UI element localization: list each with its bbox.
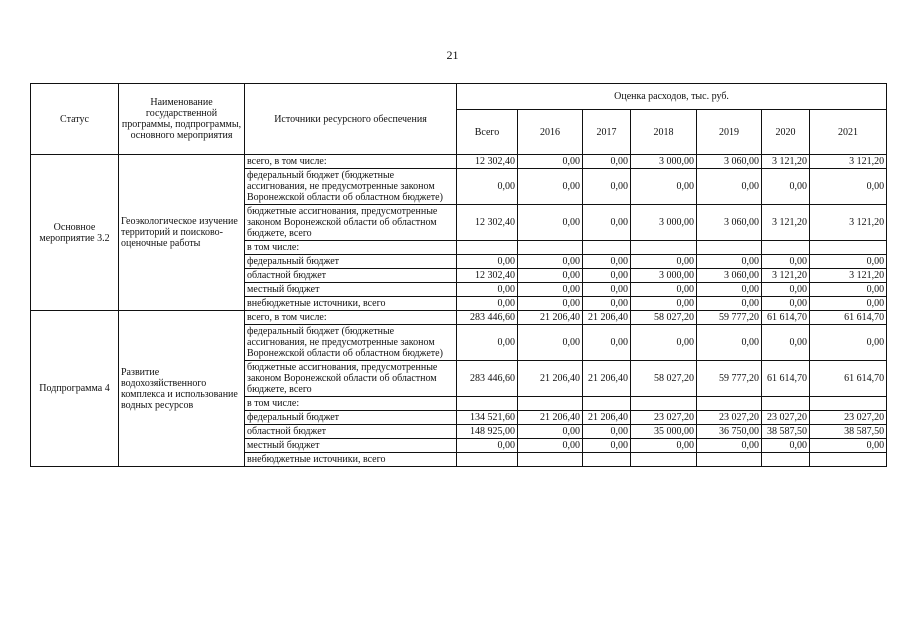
value-cell: 0,00	[583, 325, 631, 361]
value-cell: 21 206,40	[518, 311, 583, 325]
value-cell: 23 027,20	[810, 411, 887, 425]
value-cell: 3 121,20	[810, 205, 887, 241]
value-cell: 3 060,00	[697, 269, 762, 283]
group-name: Геоэкологическое изучение территорий и поисково-оценочные работы	[119, 155, 245, 311]
value-cell: 283 446,60	[457, 361, 518, 397]
source-cell: федеральный бюджет (бюджетные ассигнования, не предусмотренные законом Воронежской области об областном бюджете)	[245, 169, 457, 205]
value-cell: 21 206,40	[583, 311, 631, 325]
value-cell	[810, 241, 887, 255]
value-cell: 0,00	[583, 425, 631, 439]
value-cell: 0,00	[583, 269, 631, 283]
table-row	[31, 311, 887, 325]
value-cell	[762, 241, 810, 255]
value-cell: 61 614,70	[810, 361, 887, 397]
source-cell: бюджетные ассигнования, предусмотренные законом Воронежской области об областном бюджете, всего	[245, 361, 457, 397]
value-cell	[583, 453, 631, 467]
value-cell: 0,00	[457, 255, 518, 269]
value-cell: 0,00	[583, 255, 631, 269]
value-cell	[762, 453, 810, 467]
value-cell: 23 027,20	[631, 411, 697, 425]
value-cell: 21 206,40	[583, 411, 631, 425]
value-cell: 0,00	[583, 439, 631, 453]
source-cell: областной бюджет	[245, 425, 457, 439]
col-header-2019: 2019	[697, 110, 762, 155]
value-cell: 0,00	[518, 325, 583, 361]
source-cell: в том числе:	[245, 241, 457, 255]
value-cell: 21 206,40	[583, 361, 631, 397]
value-cell: 61 614,70	[810, 311, 887, 325]
value-cell: 0,00	[697, 297, 762, 311]
value-cell: 0,00	[518, 439, 583, 453]
value-cell: 38 587,50	[762, 425, 810, 439]
value-cell	[518, 397, 583, 411]
value-cell: 61 614,70	[762, 361, 810, 397]
value-cell	[583, 397, 631, 411]
page-number: 21	[446, 48, 459, 62]
value-cell: 0,00	[762, 169, 810, 205]
value-cell: 0,00	[518, 269, 583, 283]
value-cell: 0,00	[762, 255, 810, 269]
value-cell	[697, 241, 762, 255]
source-cell: внебюджетные источники, всего	[245, 297, 457, 311]
value-cell: 283 446,60	[457, 311, 518, 325]
value-cell: 3 121,20	[810, 269, 887, 283]
value-cell: 59 777,20	[697, 361, 762, 397]
source-cell: областной бюджет	[245, 269, 457, 283]
value-cell: 0,00	[518, 425, 583, 439]
group-name: Развитие водохозяйственного комплекса и использование водных ресурсов	[119, 311, 245, 467]
source-cell: федеральный бюджет	[245, 255, 457, 269]
col-header-2017: 2017	[583, 110, 631, 155]
value-cell: 23 027,20	[697, 411, 762, 425]
status-header: Статус	[31, 84, 119, 155]
value-cell: 0,00	[762, 325, 810, 361]
value-cell: 0,00	[457, 283, 518, 297]
value-cell: 0,00	[457, 297, 518, 311]
value-cell: 0,00	[583, 297, 631, 311]
value-cell: 0,00	[631, 297, 697, 311]
value-cell: 58 027,20	[631, 311, 697, 325]
value-cell: 0,00	[583, 169, 631, 205]
group-status: Подпрограмма 4	[31, 311, 119, 467]
value-cell	[810, 453, 887, 467]
source-cell: всего, в том числе:	[245, 155, 457, 169]
value-cell: 0,00	[810, 325, 887, 361]
value-cell: 148 925,00	[457, 425, 518, 439]
value-cell: 0,00	[810, 255, 887, 269]
source-cell: федеральный бюджет	[245, 411, 457, 425]
value-cell: 23 027,20	[762, 411, 810, 425]
value-cell	[518, 453, 583, 467]
value-cell: 0,00	[697, 169, 762, 205]
value-cell: 0,00	[631, 439, 697, 453]
value-cell	[810, 397, 887, 411]
value-cell: 3 121,20	[762, 205, 810, 241]
source-cell: внебюджетные источники, всего	[245, 453, 457, 467]
value-cell	[518, 241, 583, 255]
value-cell: 36 750,00	[697, 425, 762, 439]
value-cell	[697, 453, 762, 467]
col-header-2020: 2020	[762, 110, 810, 155]
value-cell: 3 000,00	[631, 269, 697, 283]
value-cell: 0,00	[631, 325, 697, 361]
value-cell: 3 121,20	[762, 155, 810, 169]
value-cell	[457, 397, 518, 411]
sources-header: Источники ресурсного обеспечения	[245, 84, 457, 155]
value-cell: 21 206,40	[518, 411, 583, 425]
value-cell: 0,00	[631, 255, 697, 269]
value-cell: 134 521,60	[457, 411, 518, 425]
value-cell: 3 121,20	[810, 155, 887, 169]
source-cell: местный бюджет	[245, 283, 457, 297]
value-cell	[631, 397, 697, 411]
group-status: Основное мероприятие 3.2	[31, 155, 119, 311]
table-row	[31, 155, 887, 169]
value-cell: 3 060,00	[697, 155, 762, 169]
value-cell: 0,00	[697, 325, 762, 361]
source-cell: всего, в том числе:	[245, 311, 457, 325]
value-cell: 0,00	[762, 283, 810, 297]
value-cell: 0,00	[810, 169, 887, 205]
value-cell: 3 060,00	[697, 205, 762, 241]
value-cell: 0,00	[583, 205, 631, 241]
value-cell: 0,00	[518, 255, 583, 269]
value-cell: 0,00	[518, 155, 583, 169]
value-cell: 0,00	[697, 255, 762, 269]
value-cell: 12 302,40	[457, 269, 518, 283]
value-cell: 0,00	[810, 283, 887, 297]
value-cell: 58 027,20	[631, 361, 697, 397]
value-cell: 3 000,00	[631, 205, 697, 241]
value-cell	[583, 241, 631, 255]
value-cell: 21 206,40	[518, 361, 583, 397]
estimate-header: Оценка расходов, тыс. руб.	[457, 84, 887, 110]
source-cell: федеральный бюджет (бюджетные ассигнования, не предусмотренные законом Воронежской области об областном бюджете)	[245, 325, 457, 361]
value-cell: 38 587,50	[810, 425, 887, 439]
value-cell: 0,00	[583, 283, 631, 297]
value-cell: 0,00	[697, 283, 762, 297]
source-cell: в том числе:	[245, 397, 457, 411]
value-cell: 0,00	[583, 155, 631, 169]
value-cell: 0,00	[810, 439, 887, 453]
value-cell	[631, 241, 697, 255]
source-cell: местный бюджет	[245, 439, 457, 453]
value-cell: 59 777,20	[697, 311, 762, 325]
value-cell: 0,00	[762, 439, 810, 453]
name-header: Наименование государственной программы, подпрограммы, основного мероприятия	[119, 84, 245, 155]
value-cell: 12 302,40	[457, 155, 518, 169]
value-cell	[631, 453, 697, 467]
value-cell: 0,00	[697, 439, 762, 453]
value-cell: 35 000,00	[631, 425, 697, 439]
value-cell: 12 302,40	[457, 205, 518, 241]
value-cell: 0,00	[762, 297, 810, 311]
value-cell: 0,00	[631, 283, 697, 297]
value-cell: 0,00	[518, 297, 583, 311]
value-cell: 0,00	[631, 169, 697, 205]
value-cell: 3 000,00	[631, 155, 697, 169]
budget-table	[30, 83, 887, 467]
value-cell	[457, 241, 518, 255]
value-cell: 3 121,20	[762, 269, 810, 283]
value-cell: 0,00	[810, 297, 887, 311]
col-header-2021: 2021	[810, 110, 887, 155]
col-header-2018: 2018	[631, 110, 697, 155]
value-cell: 0,00	[457, 325, 518, 361]
value-cell: 0,00	[457, 169, 518, 205]
value-cell	[762, 397, 810, 411]
col-header-2016: 2016	[518, 110, 583, 155]
value-cell: 0,00	[518, 283, 583, 297]
source-cell: бюджетные ассигнования, предусмотренные законом Воронежской области об областном бюджете, всего	[245, 205, 457, 241]
value-cell: 0,00	[518, 169, 583, 205]
value-cell: 0,00	[457, 439, 518, 453]
value-cell: 61 614,70	[762, 311, 810, 325]
value-cell	[697, 397, 762, 411]
value-cell	[457, 453, 518, 467]
value-cell: 0,00	[518, 205, 583, 241]
col-header-total: Всего	[457, 110, 518, 155]
